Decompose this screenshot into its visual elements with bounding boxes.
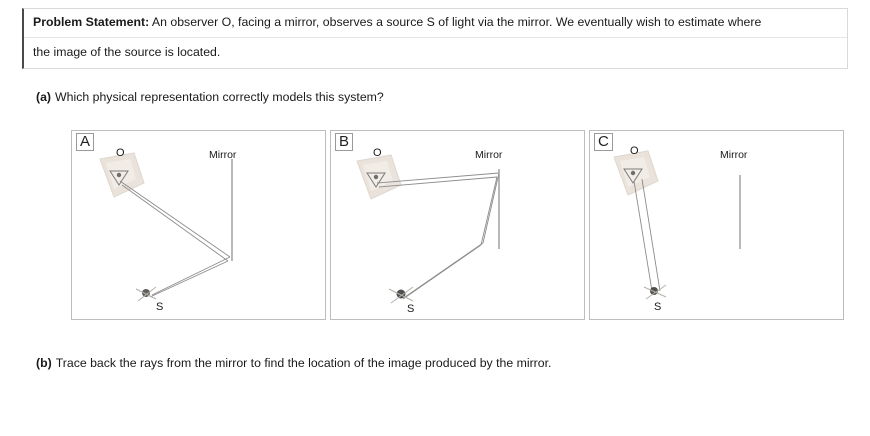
mirror-label-b: Mirror <box>475 149 503 161</box>
source-label-a: S <box>156 301 164 313</box>
source-label-b: S <box>407 303 415 315</box>
source-figure-c <box>644 285 666 299</box>
part-b-label: (b) <box>36 356 52 370</box>
part-a-label: (a) <box>36 90 52 104</box>
mirror-label-c: Mirror <box>720 149 748 161</box>
choice-panel-a[interactable] <box>71 130 326 320</box>
problem-statement-text-1: An observer O, facing a mirror, observes a source S of light via the mirror. We eventually wish to estimate where <box>149 15 762 29</box>
observer-label-c: O <box>630 145 639 157</box>
problem-statement-line-1 <box>24 9 847 38</box>
choice-panel-b[interactable] <box>330 130 585 320</box>
diagram-b <box>331 131 586 321</box>
mirror-label-a: Mirror <box>209 149 237 161</box>
part-b-text: Trace back the rays from the mirror to find the location of the image produced by the mirror. <box>55 356 552 370</box>
choice-panel-c[interactable] <box>589 130 844 320</box>
observer-label-a: O <box>116 147 125 159</box>
choice-letter-c: C <box>594 133 613 151</box>
diagram-c <box>590 131 845 321</box>
part-a <box>36 90 384 105</box>
problem-statement-line-2: the image of the source is located. <box>33 45 221 59</box>
diagram-a <box>72 131 327 321</box>
part-b <box>36 356 551 371</box>
choice-letter-b: B <box>335 133 353 151</box>
observer-figure-c <box>614 151 658 195</box>
part-a-text: Which physical representation correctly models this system? <box>55 90 384 104</box>
rays-b <box>377 173 499 299</box>
choice-letter-a: A <box>76 133 94 151</box>
source-label-c: S <box>654 301 662 313</box>
observer-label-b: O <box>373 147 382 159</box>
source-figure-a <box>136 287 156 301</box>
observer-figure-b <box>357 155 401 199</box>
problem-statement-box <box>22 8 848 69</box>
observer-figure-a <box>100 153 144 197</box>
rays-a <box>120 181 230 297</box>
problem-statement-label: Problem Statement: <box>33 15 150 29</box>
rays-c <box>634 179 660 291</box>
